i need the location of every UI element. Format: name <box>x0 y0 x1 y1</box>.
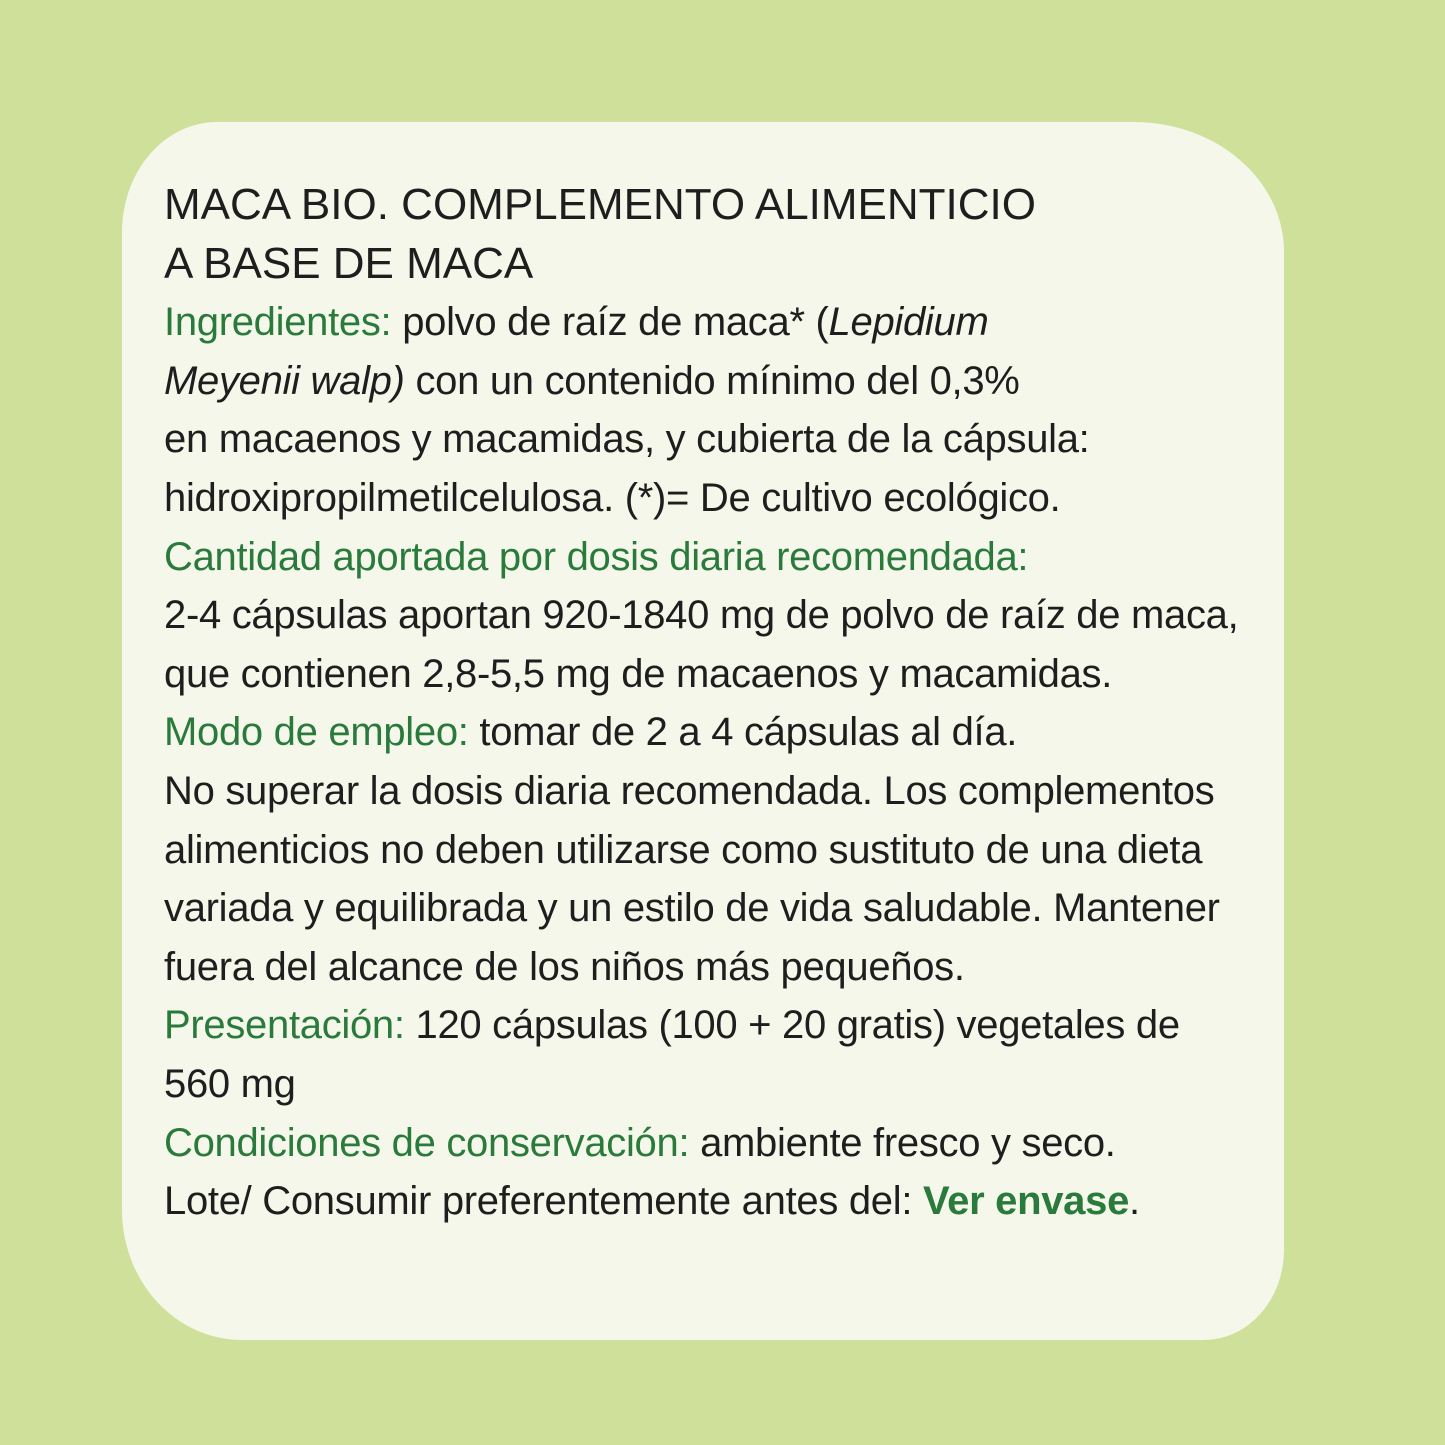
dose-label: Cantidad aportada por dosis diaria recomendada: <box>164 534 1029 579</box>
presentation-label: Presentación: <box>164 1003 405 1048</box>
usage-text: tomar de 2 a 4 cápsulas al día. <box>468 710 1018 755</box>
ingredients-species-1: Lepidium <box>828 300 989 345</box>
presentation-line-2: 560 mg <box>164 1061 296 1106</box>
usage-line-1 <box>164 703 1274 762</box>
lot-text: Lote/ Consumir preferentemente antes del: <box>164 1179 923 1224</box>
dose-label-line <box>164 528 1274 587</box>
usage-label: Modo de empleo: <box>164 710 469 755</box>
dose-line-1: 2-4 cápsulas aportan 920-1840 mg de polvo de raíz de maca, <box>164 593 1239 638</box>
ingredients-line-4: hidroxipropilmetilcelulosa. (*)= De cultivo ecológico. <box>164 475 1061 520</box>
storage-line <box>164 1114 1274 1173</box>
ingredients-content: con un contenido mínimo del 0,3% <box>404 358 1020 403</box>
ingredients-line-1 <box>164 293 1274 352</box>
ingredients-line-2 <box>164 352 1274 411</box>
usage-line-3: alimenticios no deben utilizarse como sustituto de una dieta <box>164 827 1203 872</box>
ingredients-text: polvo de raíz de maca* ( <box>391 300 829 345</box>
ingredients-species-2: Meyenii walp) <box>164 358 405 403</box>
dose-line-2: que contienen 2,8-5,5 mg de macaenos y macamidas. <box>164 651 1113 696</box>
product-title-line-1: MACA BIO. COMPLEMENTO ALIMENTICIO <box>164 180 1037 229</box>
ingredients-label: Ingredientes: <box>164 300 392 345</box>
usage-line-2: No superar la dosis diaria recomendada. Los complementos <box>164 768 1215 813</box>
ingredients-line-3: en macaenos y macamidas, y cubierta de la cápsula: <box>164 417 1090 462</box>
product-title-line-2: A BASE DE MACA <box>164 238 534 288</box>
lot-value: Ver envase <box>922 1179 1130 1224</box>
presentation-text: 120 cápsulas (100 + 20 gratis) vegetales de <box>404 1003 1180 1048</box>
storage-label: Condiciones de conservación: <box>164 1120 690 1165</box>
product-info <box>164 176 1274 1231</box>
usage-line-4: variada y equilibrada y un estilo de vida saludable. Mantener <box>164 886 1220 931</box>
lot-line <box>164 1172 1274 1231</box>
presentation-line-1 <box>164 996 1274 1055</box>
storage-text: ambiente fresco y seco. <box>689 1120 1116 1165</box>
lot-end: . <box>1129 1179 1140 1224</box>
usage-line-5: fuera del alcance de los niños más pequeños. <box>164 944 965 989</box>
